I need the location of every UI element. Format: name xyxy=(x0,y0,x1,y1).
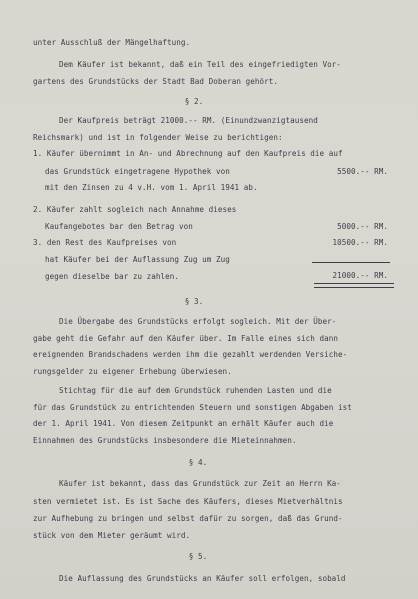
amount: 5000.-- RM. xyxy=(337,222,388,231)
text-line: Der Kaufpreis beträgt 21000.-- RM. (Einundzwanzigtausend xyxy=(59,116,318,125)
text-line: gabe geht die Gefahr auf den Käufer über. Im Falle eines sich dann xyxy=(33,334,339,343)
text-line: 2. Käufer zahlt sogleich nach Annahme dieses xyxy=(33,205,237,214)
text-line: Einnahmen des Grundstücks insbesondere die Mieteinnahmen. xyxy=(33,436,297,445)
text-line: ereignenden Brandschadens werden ihm die gezahlt werdenden Versiche- xyxy=(33,350,348,359)
section-heading: § 2. xyxy=(184,97,204,106)
text-line: Die Auflassung des Grundstücks an Käufer soll erfolgen, sobald xyxy=(59,574,346,583)
section-heading: § 5. xyxy=(188,552,208,561)
text-line: Reichsmark) und ist in folgender Weise zu berichtigen: xyxy=(33,133,283,142)
section-heading: § 4. xyxy=(188,458,208,467)
section-heading: § 3. xyxy=(184,297,204,306)
double-underline xyxy=(314,283,394,288)
text-line: für das Grundstück zu entrichtenden Steuern und sonstigen Abgaben ist xyxy=(33,403,352,412)
text-line: Stichtag für die auf dem Grundstück ruhenden Lasten und die xyxy=(59,386,332,395)
text-line: stück von dem Mieter geräumt wird. xyxy=(33,531,191,540)
text-line: zur Aufhebung zu bringen und selbst dafür zu sorgen, daß das Grund- xyxy=(33,514,343,523)
text-line: rungsgelder zu eigener Erhebung überwiesen. xyxy=(33,367,232,376)
text-line: Die Übergabe des Grundstücks erfolgt sogleich. Mit der Über- xyxy=(59,317,337,326)
text-line: Käufer ist bekannt, dass das Grundstück zur Zeit an Herrn Ka- xyxy=(59,479,341,488)
amount: 10500.-- RM. xyxy=(332,238,388,247)
text-line: 3. den Rest des Kaufpreises von xyxy=(33,238,177,247)
text-line: das Grundstück eingetragene Hypothek von xyxy=(45,167,230,176)
amount: 5500.-- RM. xyxy=(337,167,388,176)
text-line: Dem Käufer ist bekannt, daß ein Teil des eingefriedigten Vor- xyxy=(59,60,341,69)
text-line: unter Ausschluß der Mängelhaftung. xyxy=(33,38,191,47)
sum-rule xyxy=(312,262,390,263)
text-line: mit den Zinsen zu 4 v.H. vom 1. April 1941 ab. xyxy=(45,183,258,192)
text-line: der 1. April 1941. Von diesem Zeitpunkt an erhält Käufer auch die xyxy=(33,419,334,428)
text-line: Kaufangebotes bar den Betrag von xyxy=(45,222,193,231)
text-line: gegen dieselbe bar zu zahlen. xyxy=(45,272,180,281)
text-line: hat Käufer bei der Auflassung Zug um Zug xyxy=(45,255,230,264)
text-line: sten vermietet ist. Es ist Sache des Käufers, dieses Mietverhältnis xyxy=(33,497,343,506)
text-line: gartens des Grundstücks der Stadt Bad Doberan gehört. xyxy=(33,77,278,86)
text-line: 1. Käufer übernimmt in An- und Abrechnung auf den Kaufpreis die auf xyxy=(33,149,343,158)
amount-total: 21000.-- RM. xyxy=(332,271,388,280)
